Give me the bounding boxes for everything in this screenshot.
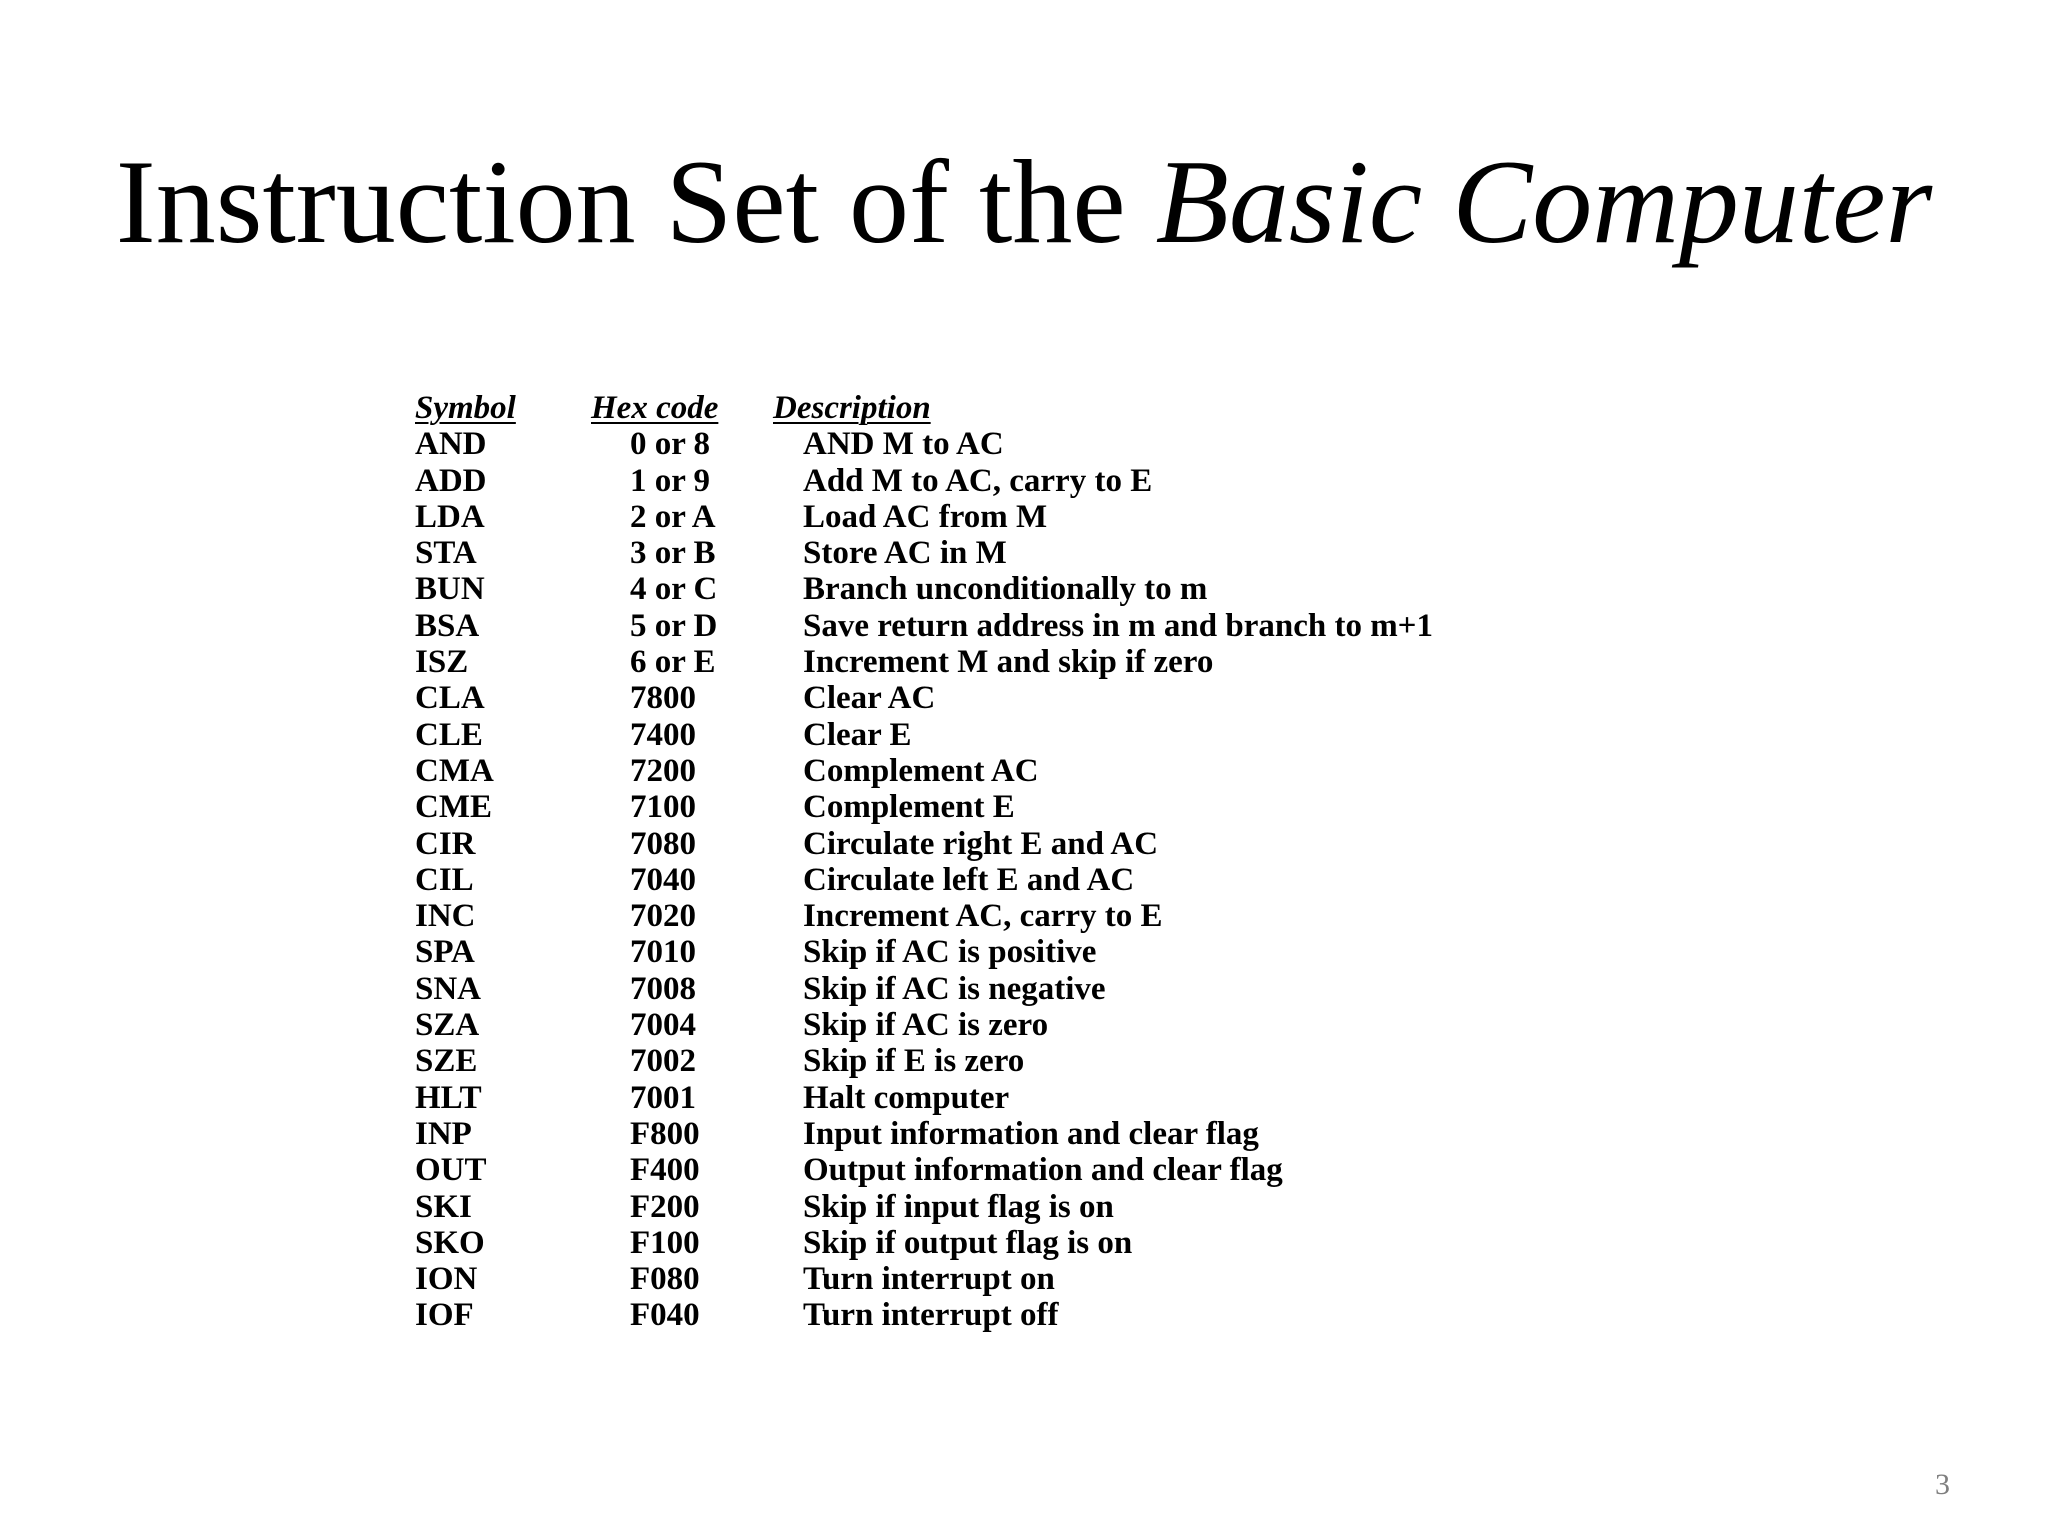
row-symbol: BUN bbox=[415, 571, 485, 608]
row-symbol: CIL bbox=[415, 861, 474, 898]
row-symbol: SNA bbox=[415, 970, 482, 1007]
row-description: Complement AC bbox=[803, 752, 1039, 789]
row-symbol: HLT bbox=[415, 1079, 482, 1116]
row-hex-code: 6 or E bbox=[630, 644, 716, 681]
row-description: Complement E bbox=[803, 789, 1015, 826]
row-description: Halt computer bbox=[803, 1079, 1010, 1116]
row-symbol: SZE bbox=[415, 1043, 478, 1080]
header-symbol: Symbol bbox=[415, 390, 516, 426]
row-hex-code: 7002 bbox=[630, 1043, 696, 1080]
row-description: AND M to AC bbox=[803, 426, 1004, 463]
row-hex-code: 2 or A bbox=[630, 498, 716, 535]
row-description: Circulate left E and AC bbox=[803, 861, 1135, 898]
row-hex-code: 7008 bbox=[630, 970, 696, 1007]
row-hex-code: F040 bbox=[630, 1297, 700, 1334]
row-description: Circulate right E and AC bbox=[803, 825, 1159, 862]
row-symbol: CIR bbox=[415, 825, 476, 862]
row-description: Output information and clear flag bbox=[803, 1152, 1283, 1189]
row-hex-code: F400 bbox=[630, 1152, 700, 1189]
row-hex-code: 7040 bbox=[630, 861, 696, 898]
row-hex-code: 7800 bbox=[630, 680, 696, 717]
header-description: Description bbox=[773, 390, 931, 426]
row-description: Skip if AC is positive bbox=[803, 934, 1097, 971]
row-symbol: AND bbox=[415, 426, 487, 463]
row-description: Store AC in M bbox=[803, 535, 1007, 572]
page-number: 3 bbox=[1935, 1468, 1950, 1501]
row-hex-code: 7200 bbox=[630, 752, 696, 789]
slide-title-italic: Basic Computer bbox=[1155, 135, 1933, 268]
row-hex-code: 7004 bbox=[630, 1007, 696, 1044]
row-symbol: SKI bbox=[415, 1188, 472, 1225]
row-hex-code: 7400 bbox=[630, 716, 696, 753]
row-hex-code: 7020 bbox=[630, 898, 696, 935]
row-symbol: CMA bbox=[415, 752, 494, 789]
row-hex-code: 1 or 9 bbox=[630, 462, 711, 499]
header-hex-code: Hex code bbox=[591, 390, 719, 426]
row-hex-code: F800 bbox=[630, 1115, 700, 1152]
row-hex-code: F200 bbox=[630, 1188, 700, 1225]
row-symbol: INC bbox=[415, 898, 476, 935]
row-symbol: LDA bbox=[415, 498, 485, 535]
row-symbol: IOF bbox=[415, 1297, 474, 1334]
row-description: Skip if output flag is on bbox=[803, 1224, 1133, 1261]
row-description: Increment AC, carry to E bbox=[803, 898, 1163, 935]
row-description: Save return address in m and branch to m+1 bbox=[803, 607, 1433, 644]
row-description: Skip if E is zero bbox=[803, 1043, 1025, 1080]
row-description: Increment M and skip if zero bbox=[803, 644, 1214, 681]
row-hex-code: 7080 bbox=[630, 825, 696, 862]
row-hex-code: 7001 bbox=[630, 1079, 696, 1116]
row-symbol: CME bbox=[415, 789, 492, 826]
row-hex-code: F100 bbox=[630, 1224, 700, 1261]
row-description: Load AC from M bbox=[803, 498, 1048, 535]
row-description: Skip if AC is negative bbox=[803, 970, 1106, 1007]
slide-title-prefix: Instruction Set of the bbox=[115, 135, 1156, 268]
row-symbol: SKO bbox=[415, 1224, 485, 1261]
row-symbol: INP bbox=[415, 1115, 472, 1152]
row-symbol: OUT bbox=[415, 1152, 487, 1189]
row-symbol: STA bbox=[415, 535, 477, 572]
row-symbol: CLE bbox=[415, 716, 483, 753]
slide-title bbox=[0, 132, 2048, 272]
row-hex-code: 3 or B bbox=[630, 535, 716, 572]
row-hex-code: 5 or D bbox=[630, 607, 718, 644]
row-symbol: CLA bbox=[415, 680, 485, 717]
row-hex-code: 0 or 8 bbox=[630, 426, 711, 463]
row-description: Skip if input flag is on bbox=[803, 1188, 1114, 1225]
row-description: Turn interrupt on bbox=[803, 1261, 1055, 1298]
row-description: Clear E bbox=[803, 716, 912, 753]
row-symbol: ISZ bbox=[415, 644, 469, 681]
row-description: Add M to AC, carry to E bbox=[803, 462, 1153, 499]
row-description: Input information and clear flag bbox=[803, 1115, 1259, 1152]
row-hex-code: F080 bbox=[630, 1261, 700, 1298]
row-description: Turn interrupt off bbox=[803, 1297, 1059, 1334]
row-description: Clear AC bbox=[803, 680, 936, 717]
row-description: Branch unconditionally to m bbox=[803, 571, 1208, 608]
row-description: Skip if AC is zero bbox=[803, 1007, 1049, 1044]
row-symbol: ION bbox=[415, 1261, 478, 1298]
row-hex-code: 7100 bbox=[630, 789, 696, 826]
row-symbol: SPA bbox=[415, 934, 475, 971]
row-symbol: BSA bbox=[415, 607, 480, 644]
row-symbol: ADD bbox=[415, 462, 487, 499]
row-hex-code: 4 or C bbox=[630, 571, 718, 608]
row-hex-code: 7010 bbox=[630, 934, 696, 971]
row-symbol: SZA bbox=[415, 1007, 480, 1044]
